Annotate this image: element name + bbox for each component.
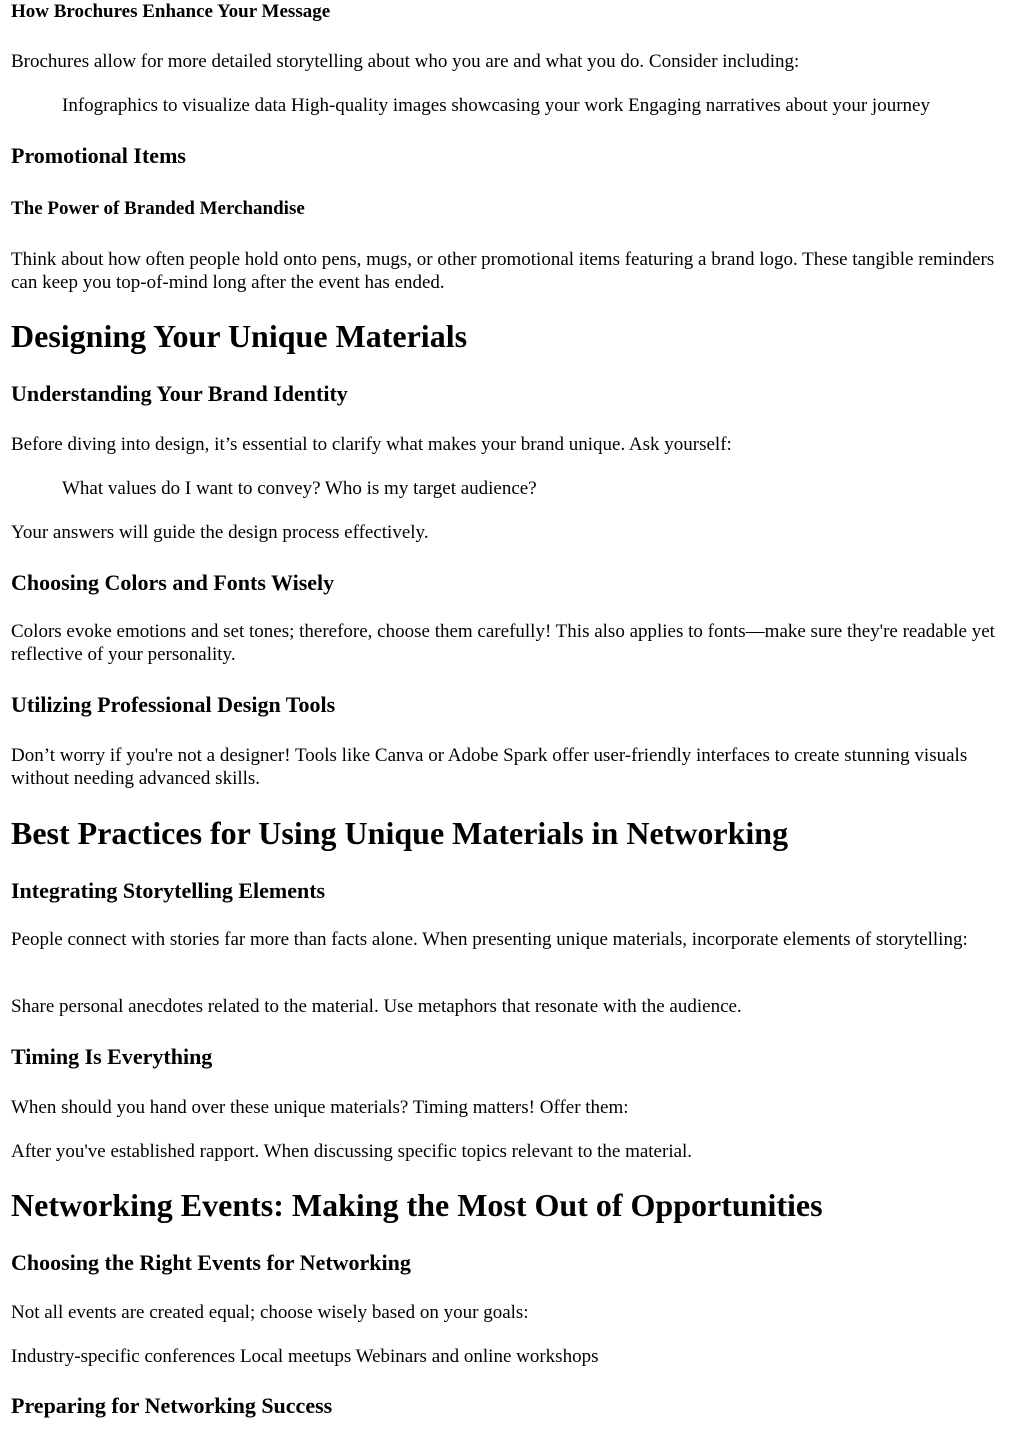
paragraph: Don’t worry if you're not a designer! Tools like Canva or Adobe Spark offer user-friendly interfaces to create stunning visuals without needing advanced skills. [11,745,968,789]
paragraph: Before diving into design, it’s essential to clarify what makes your brand unique. Ask yourself: [11,434,732,455]
list-item-group: What values do I want to convey? Who is my target audience? [62,478,537,499]
section-heading-timing: Timing Is Everything [11,1044,213,1069]
list-item-group: Infographics to visualize data High-quality images showcasing your work Engaging narratives about your journey [62,95,930,116]
chapter-heading-networking-events: Networking Events: Making the Most Out of Opportunities [11,1187,823,1223]
paragraph: Industry-specific conferences Local meetups Webinars and online workshops [11,1346,599,1367]
section-heading-preparing: Preparing for Networking Success [11,1393,333,1418]
paragraph: Think about how often people hold onto pens, mugs, or other promotional items featuring a brand logo. These tangible reminders can keep you top-of-mind long after the event has ended. [11,249,995,293]
section-heading-promotional-items: Promotional Items [11,143,186,168]
section-heading-brochures: How Brochures Enhance Your Message [11,1,331,22]
paragraph: Your answers will guide the design process effectively. [11,522,429,543]
paragraph: Brochures allow for more detailed storytelling about who you are and what you do. Consider including: [11,51,800,72]
paragraph: After you've established rapport. When discussing specific topics relevant to the material. [11,1141,693,1162]
paragraph: When should you hand over these unique materials? Timing matters! Offer them: [11,1097,629,1118]
paragraph: Colors evoke emotions and set tones; therefore, choose them carefully! This also applies to fonts—make sure they're readable yet reflective of your personality. [11,621,995,665]
section-heading-design-tools: Utilizing Professional Design Tools [11,692,336,717]
section-heading-storytelling: Integrating Storytelling Elements [11,878,326,903]
section-heading-choosing-events: Choosing the Right Events for Networking [11,1250,411,1275]
paragraph: Share personal anecdotes related to the material. Use metaphors that resonate with the audience. [11,996,742,1017]
paragraph: People connect with stories far more than facts alone. When presenting unique materials, incorporate elements of storytelling: [11,929,968,950]
section-heading-brand-identity: Understanding Your Brand Identity [11,381,348,406]
chapter-heading-designing: Designing Your Unique Materials [11,318,468,354]
section-heading-colors-fonts: Choosing Colors and Fonts Wisely [11,570,335,595]
section-heading-branded-merchandise: The Power of Branded Merchandise [11,198,305,219]
paragraph: Not all events are created equal; choose wisely based on your goals: [11,1302,529,1323]
chapter-heading-best-practices: Best Practices for Using Unique Materials in Networking [11,815,789,851]
